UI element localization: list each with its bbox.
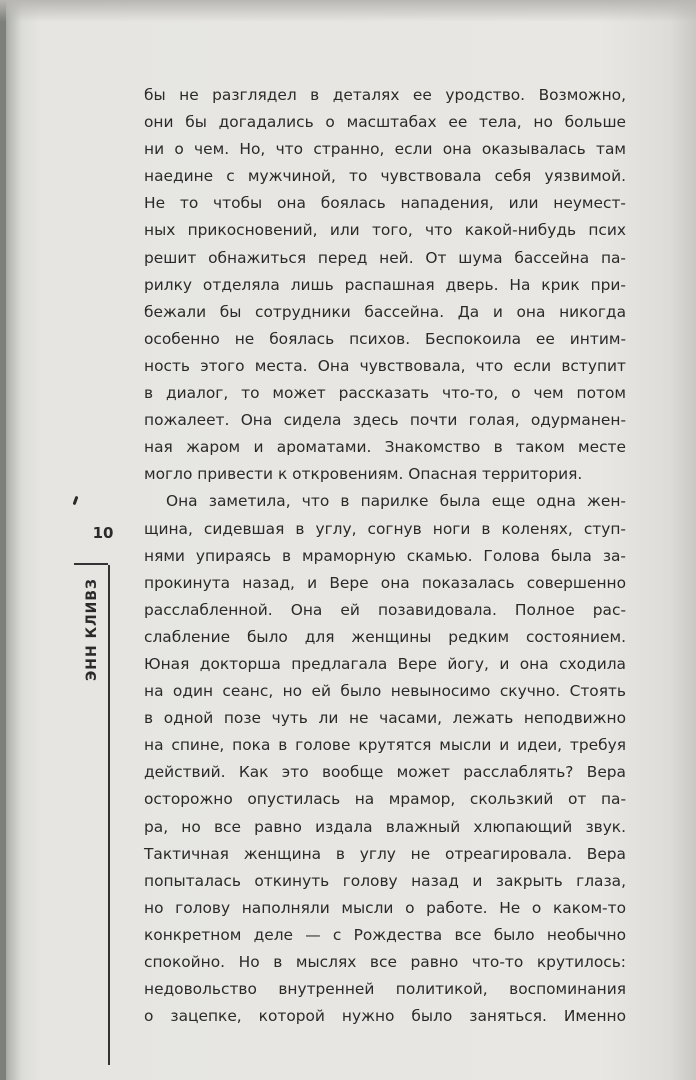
text-line: в одной позе чуть ли не часами, лежать неподвижно [144,709,626,728]
text-line: но голову наполняли мысли о работе. Не о каком-то [144,898,626,917]
text-line: ра, но все равно издала влажный хлюпающий звук. [144,817,626,836]
folio-rule-vertical [108,565,110,1065]
top-edge-shadow [0,0,696,22]
text-line: бежали бы сотрудники бассейна. Да и она никогда [144,302,626,321]
text-line: щина, сидевшая в углу, согнув ноги в коленях, ступ- [144,519,626,538]
text-line: на один сеанс, но ей было невыносимо скучно. Стоять [144,682,626,701]
text-line: слабление было для женщины редким состоянием. [144,627,626,646]
page-number: 10 [92,524,114,542]
text-line: бы не разглядел в деталях ее уродство. Возможно, [144,86,626,104]
text-line: особенно не боялась психов. Беспокоила ее интим- [144,329,626,348]
text-line: пожалеет. Она сидела здесь почти голая, одурманен- [144,411,626,430]
text-line: спокойно. Но в мыслях все равно что-то крутилось: [144,953,626,971]
body-text [144,82,626,1030]
text-line: Юная докторша предлагала Вере йогу, и она сходила [144,654,626,673]
text-line: на спине, пока в голове крутятся мысли и идеи, требуя [144,736,626,755]
text-line: недовольство внутренней политикой, воспоминания [144,980,626,999]
text-line: нями упираясь в мраморную скамью. Голова была за- [144,546,626,565]
text-line: Тактичная женщина в углу не отреагировала. Вера [144,844,626,863]
text-line: ная жаром и ароматами. Знакомство в таком месте [144,438,626,457]
text-line: расслабленной. Она ей позавидовала. Полное рас- [144,600,626,619]
text-line: осторожно опустилась на мрамор, скользкий от па- [144,790,626,809]
text-line: Она заметила, что в парилке была еще одна жен- [166,492,626,511]
print-mark [73,496,79,505]
text-line: о зацепке, которой нужно было заняться. Именно [144,1007,626,1026]
text-line: действий. Как это вообще может расслаблять? Вера [144,763,626,782]
text-line: конкретном деле — с Рождества все было необычно [144,925,626,944]
text-line: они бы догадались о масштабах ее тела, но больше [144,113,626,132]
text-line: Не то чтобы она боялась нападения, или неумест- [144,194,626,213]
text-line: решит обнажиться перед ней. От шума бассейна па- [144,248,626,267]
text-line: ность этого места. Она чувствовала, что если вступит [144,356,626,375]
page-edge-shadow [0,0,6,1080]
text-line: ных прикосновений, или того, что какой-нибудь псих [144,221,626,240]
running-head-author: ЭНН КЛИВЗ [84,578,100,681]
text-line: ни о чем. Но, что странно, если она оказывалась там [144,140,626,159]
text-line: рилку отделяла лишь распашная дверь. На крик при- [144,275,626,294]
text-line: могло привести к откровениям. Опасная территория. [144,465,583,484]
text-line: в диалог, то может рассказать что-то, о чем потом [144,384,626,403]
text-line: попыталась откинуть голову назад и закрыть глаза, [144,871,626,890]
text-line: прокинута назад, и Вере она показалась совершенно [144,573,626,592]
folio-rule-horizontal [74,563,108,565]
text-line: наедине с мужчиной, то чувствовала себя уязвимой. [144,167,626,186]
